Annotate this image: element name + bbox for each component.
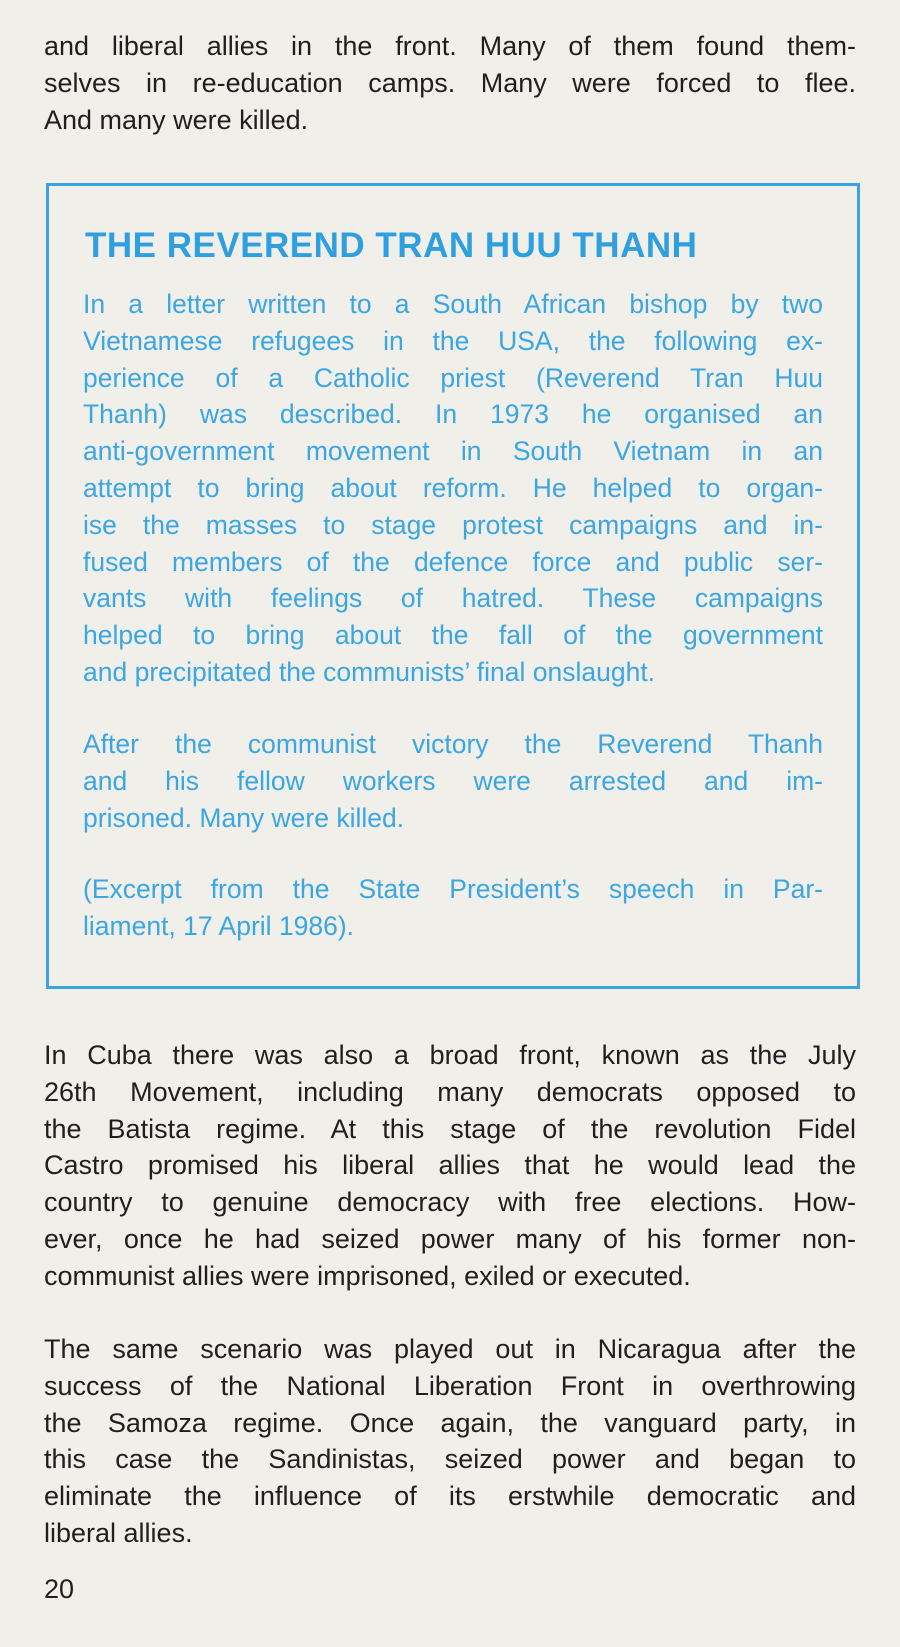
text-line: attempt to bring about reform. He helped to organ- xyxy=(83,472,823,503)
page-number: 20 xyxy=(44,1574,75,1604)
text-line: selves in re-education camps. Many were forced to flee. xyxy=(44,67,856,98)
nicaragua-paragraph xyxy=(44,1331,856,1552)
text-line: In Cuba there was also a broad front, known as the July xyxy=(44,1040,856,1070)
text-line: (Excerpt from the State President’s speech in Par- xyxy=(83,874,823,904)
text-line: ise the masses to stage protest campaigns and in- xyxy=(83,509,823,540)
cuba-paragraph xyxy=(44,1037,856,1295)
sidebar-box xyxy=(46,183,860,989)
text-line: fused members of the defence force and public ser- xyxy=(83,546,823,577)
text-line: vants with feelings of hatred. These campaigns xyxy=(83,583,823,614)
text-line: perience of a Catholic priest (Reverend Tran Huu xyxy=(83,362,823,393)
text-line: helped to bring about the fall of the government xyxy=(83,620,823,651)
text-line: communist allies were imprisoned, exiled or executed. xyxy=(44,1260,691,1291)
text-line: the Samoza regime. Once again, the vanguard party, in xyxy=(44,1407,856,1438)
text-line: 26th Movement, including many democrats opposed to xyxy=(44,1076,856,1107)
text-line: success of the National Liberation Front in overthrowing xyxy=(44,1370,856,1401)
text-line: and precipitated the communists’ final onslaught. xyxy=(83,656,656,687)
sidebar-title: THE REVEREND TRAN HUU THANH xyxy=(85,226,698,265)
sidebar-paragraph-1 xyxy=(83,286,823,691)
text-line: After the communist victory the Reverend Thanh xyxy=(83,729,823,759)
text-line: Vietnamese refugees in the USA, the following ex- xyxy=(83,325,823,356)
sidebar-source-citation xyxy=(83,871,823,945)
text-line: anti-government movement in South Vietnam in an xyxy=(83,436,823,467)
text-line: and his fellow workers were arrested and im- xyxy=(83,765,823,796)
text-line: and liberal allies in the front. Many of them found them- xyxy=(44,31,856,61)
text-line: ever, once he had seized power many of his former non- xyxy=(44,1223,856,1254)
text-line: liament, 17 April 1986). xyxy=(83,910,355,941)
text-line: Castro promised his liberal allies that he would lead the xyxy=(44,1150,856,1181)
text-line: country to genuine democracy with free elections. How- xyxy=(44,1187,856,1218)
text-line: this case the Sandinistas, seized power and began to xyxy=(44,1444,856,1475)
text-line: Thanh) was described. In 1973 he organised an xyxy=(83,399,823,430)
text-line: And many were killed. xyxy=(44,104,309,135)
text-line: The same scenario was played out in Nicaragua after the xyxy=(44,1334,856,1364)
text-line: eliminate the influence of its erstwhile democratic and xyxy=(44,1481,856,1512)
intro-paragraph xyxy=(44,28,856,138)
text-line: the Batista regime. At this stage of the revolution Fidel xyxy=(44,1113,856,1144)
text-line: prisoned. Many were killed. xyxy=(83,802,405,833)
text-line: In a letter written to a South African bishop by two xyxy=(83,289,823,319)
text-line: liberal allies. xyxy=(44,1517,193,1548)
sidebar-paragraph-2 xyxy=(83,726,823,836)
